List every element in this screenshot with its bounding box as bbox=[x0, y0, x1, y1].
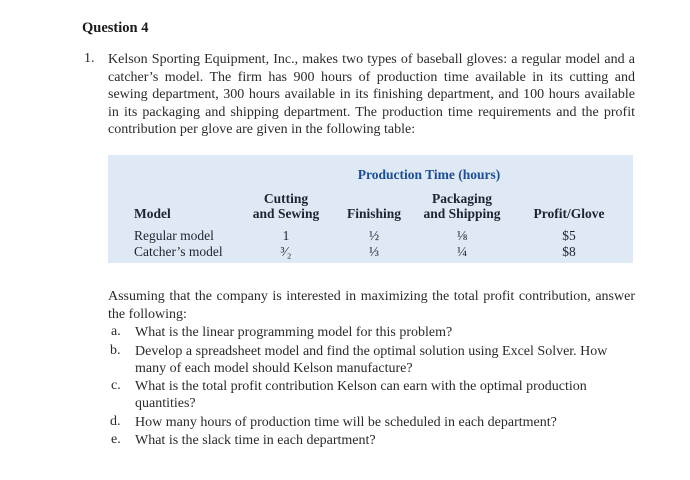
cell-catcher-profit: $8 bbox=[562, 244, 576, 259]
column-header-shipping: and Shipping bbox=[423, 206, 501, 221]
column-header-packaging: Packaging bbox=[431, 191, 493, 206]
subquestion-e-text: What is the slack time in each department? bbox=[135, 433, 376, 448]
cell-catcher-finishing: ⅓ bbox=[368, 244, 380, 259]
subquestion-letter-d: d. bbox=[110, 414, 121, 429]
cell-regular-cutting: 1 bbox=[282, 228, 290, 243]
column-header-cutting: Cutting bbox=[263, 191, 309, 206]
subquestion-c-text-line2: quantities? bbox=[135, 396, 196, 411]
subquestion-letter-b: b. bbox=[110, 343, 121, 358]
column-header-sewing: and Sewing bbox=[252, 206, 320, 221]
cell-regular-finishing: ½ bbox=[368, 228, 380, 243]
cell-regular-packaging: ⅛ bbox=[456, 228, 468, 243]
subquestion-a-text: What is the linear programming model for this problem? bbox=[135, 325, 453, 340]
column-header-finishing: Finishing bbox=[346, 206, 402, 221]
cell-regular-profit: $5 bbox=[562, 228, 576, 243]
subquestion-letter-a: a. bbox=[111, 324, 121, 339]
subquestion-c-text-line1: What is the total profit contribution Kelson can earn with the optimal production bbox=[135, 379, 587, 394]
subquestion-b-text-line1: Develop a spreadsheet model and find the optimal solution using Excel Solver. How bbox=[135, 344, 608, 359]
row-catcher-model: Catcher’s model bbox=[134, 244, 223, 259]
row-regular-model: Regular model bbox=[134, 228, 214, 243]
subquestion-letter-e: e. bbox=[111, 432, 121, 447]
production-time-header: Production Time (hours) bbox=[357, 167, 501, 182]
subquestion-letter-c: c. bbox=[111, 378, 121, 393]
cell-catcher-cutting: ³⁄₂ bbox=[280, 244, 292, 259]
subquestion-d-text: How many hours of production time will be scheduled in each department? bbox=[135, 415, 557, 430]
prompt-text: Assuming that the company is interested in maximizing the total profit contribution, answer the following: bbox=[108, 289, 635, 322]
question-title: Question 4 bbox=[82, 20, 149, 36]
cell-catcher-packaging: ¼ bbox=[456, 244, 468, 259]
column-header-model: Model bbox=[134, 206, 171, 221]
question-number: 1. bbox=[84, 51, 95, 66]
column-header-profit: Profit/Glove bbox=[533, 206, 605, 221]
subquestion-b-text-line2: many of each model should Kelson manufacture? bbox=[135, 361, 413, 376]
production-table bbox=[108, 155, 633, 263]
question-intro-text: Kelson Sporting Equipment, Inc., makes two types of baseball gloves: a regular model and a catcher’s model. The firm has 900 hours of production time available in its cutting and sewing department, 300 hours available in its finishing department, and 100 hours available in its packaging and shipping department. The production time requirements and the profit contribution per glove are given in the following table: bbox=[108, 52, 635, 138]
